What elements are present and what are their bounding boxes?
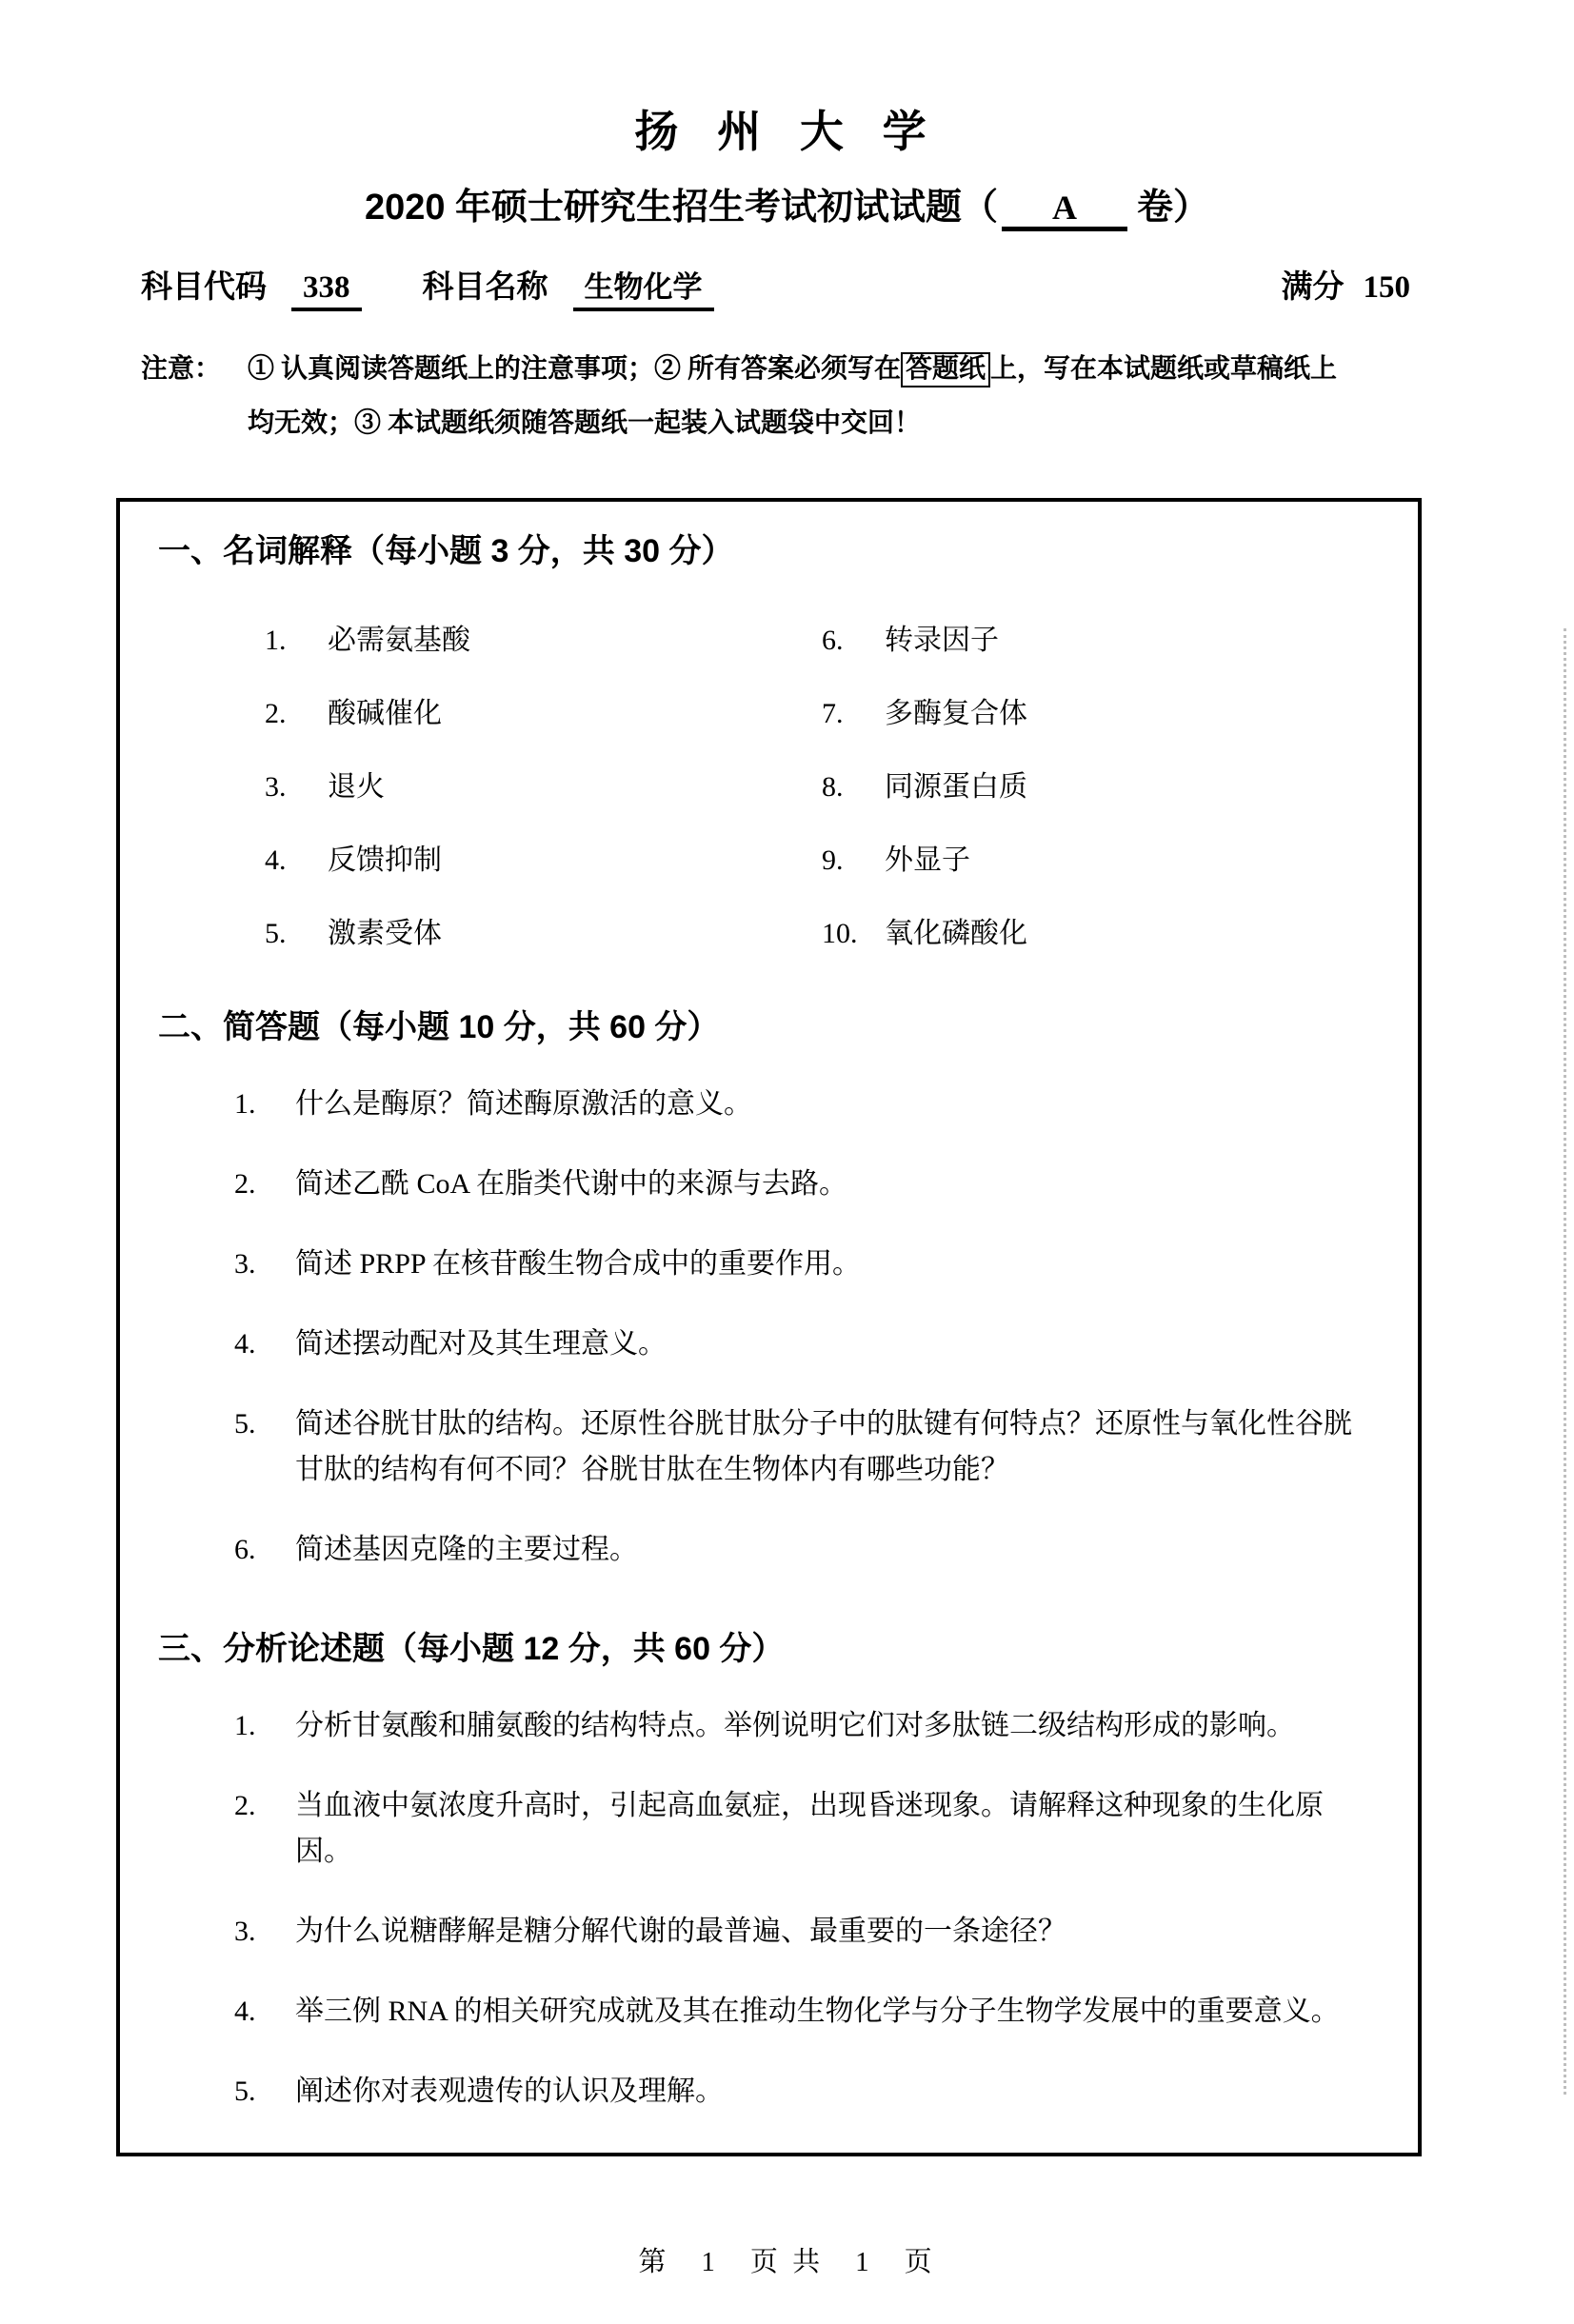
question-number: 6. [234,1533,256,1565]
term-item [822,689,1378,731]
question-box [116,498,1422,2156]
question-item [234,1321,1378,1367]
question-text: 简述乙酰 CoA 在脂类代谢中的来源与去路。 [295,1167,848,1200]
page-number-indicator: 第 1 页 共 1 页 [638,2246,936,2277]
term-text: 外显子 [885,844,970,876]
subject-name-label: 科目名称 [422,268,548,304]
term-number: 5. [265,917,287,949]
notice-line-2: 均无效；③ 本试题纸须随答题纸一起装入试题袋中交回！ [248,408,922,439]
full-score-value: 150 [1363,270,1410,305]
question-item [234,1909,1378,1955]
term-number: 8. [822,770,844,803]
question-text: 简述 PRPP 在核苷酸生物合成中的重要作用。 [295,1247,861,1280]
term-number: 10. [822,917,858,949]
question-number: 5. [234,2075,256,2107]
notice-text-b: 上，写在本试题纸或草稿纸上 [990,354,1338,384]
notice-label: 注意： [141,353,222,383]
question-number: 3. [234,1915,256,1947]
subject-name-value: 生物化学 [573,263,714,311]
term-item [265,763,822,804]
term-number: 2. [265,697,287,729]
term-text: 氧化磷酸化 [885,917,1027,949]
notice-boxed-word: 答题纸 [901,352,990,387]
subtitle-prefix: 2020 年硕士研究生招生考试初试试题（ [364,188,999,228]
term-item [822,763,1378,804]
question-text: 简述基因克隆的主要过程。 [295,1533,638,1565]
question-number: 3. [234,1247,256,1280]
subject-code-value: 338 [291,270,362,311]
term-number: 6. [822,624,844,656]
term-text: 退火 [328,770,385,803]
question-item [234,1082,1378,1127]
term-number: 4. [265,844,287,876]
term-item [822,836,1378,878]
term-text: 转录因子 [885,624,999,656]
term-number: 1. [265,624,287,656]
section-3-heading: 三、分析论述题（每小题 12 分，共 60 分） [158,1630,785,1667]
question-number: 2. [234,1167,256,1200]
question-item [234,2069,1378,2115]
term-text: 酸碱催化 [328,697,442,729]
question-text: 阐述你对表观遗传的认识及理解。 [295,2075,724,2107]
term-item [265,616,822,658]
exam-notice [141,348,1431,445]
exam-paper-page [0,97,1574,2324]
term-text: 多酶复合体 [885,697,1027,729]
full-score-label: 满分 [1281,268,1345,304]
question-number: 2. [234,1789,256,1821]
terms-right-column [822,585,1378,951]
question-item [234,1241,1378,1287]
question-number: 1. [234,1709,256,1741]
question-number: 4. [234,1327,256,1360]
question-item [234,1527,1378,1573]
question-text: 为什么说糖酵解是糖分解代谢的最普遍、最重要的一条途径？ [295,1915,1066,1947]
question-text: 当血液中氨浓度升高时，引起高血氨症，出现昏迷现象。请解释这种现象的生化原因。 [295,1789,1324,1867]
term-text: 同源蛋白质 [885,770,1027,803]
term-number: 3. [265,770,287,803]
university-title: 扬 州 大 学 [634,107,940,156]
question-number: 5. [234,1407,256,1440]
term-item [822,616,1378,658]
question-number: 4. [234,1995,256,2027]
notice-body [248,348,1431,389]
question-item [234,1703,1378,1749]
question-text: 什么是酶原？简述酶原激活的意义。 [295,1087,752,1120]
scan-artifact-line [1564,628,1566,2095]
term-text: 激素受体 [328,917,442,949]
term-number: 7. [822,697,844,729]
question-item [234,1783,1378,1875]
section-2-heading: 二、简答题（每小题 10 分，共 60 分） [158,1008,720,1045]
term-text: 必需氨基酸 [328,624,470,656]
notice-text-a: ① 认真阅读答题纸上的注意事项；② 所有答案必须写在 [248,354,902,384]
question-item [234,1989,1378,2035]
section-1-heading: 一、名词解释（每小题 3 分，共 30 分） [158,532,734,569]
question-text: 简述谷胱甘肽的结构。还原性谷胱甘肽分子中的肽键有何特点？还原性与氧化性谷胱甘肽的结构有何不同？谷胱甘肽在生物体内有哪些功能？ [295,1407,1352,1485]
exam-subtitle [0,177,1574,231]
question-item [234,1162,1378,1207]
term-item [265,836,822,878]
subtitle-suffix: 卷） [1137,188,1210,228]
question-number: 1. [234,1087,256,1120]
question-text: 举三例 RNA 的相关研究成就及其在推动生物化学与分子生物学发展中的重要意义。 [295,1995,1340,2027]
paper-letter-blank: A [1002,190,1127,231]
term-text: 反馈抑制 [328,844,442,876]
subject-code-label: 科目代码 [141,268,267,304]
section-1-terms [265,585,1378,951]
term-number: 9. [822,844,844,876]
subject-meta-row [141,262,1410,311]
term-item [265,689,822,731]
question-text: 分析甘氨酸和脯氨酸的结构特点。举例说明它们对多肽链二级结构形成的影响。 [295,1709,1295,1741]
term-item [265,909,822,951]
notice-line-1 [141,348,1431,389]
terms-left-column [265,585,822,951]
term-item [822,909,1378,951]
question-item [234,1401,1378,1493]
question-text: 简述摆动配对及其生理意义。 [295,1327,667,1360]
